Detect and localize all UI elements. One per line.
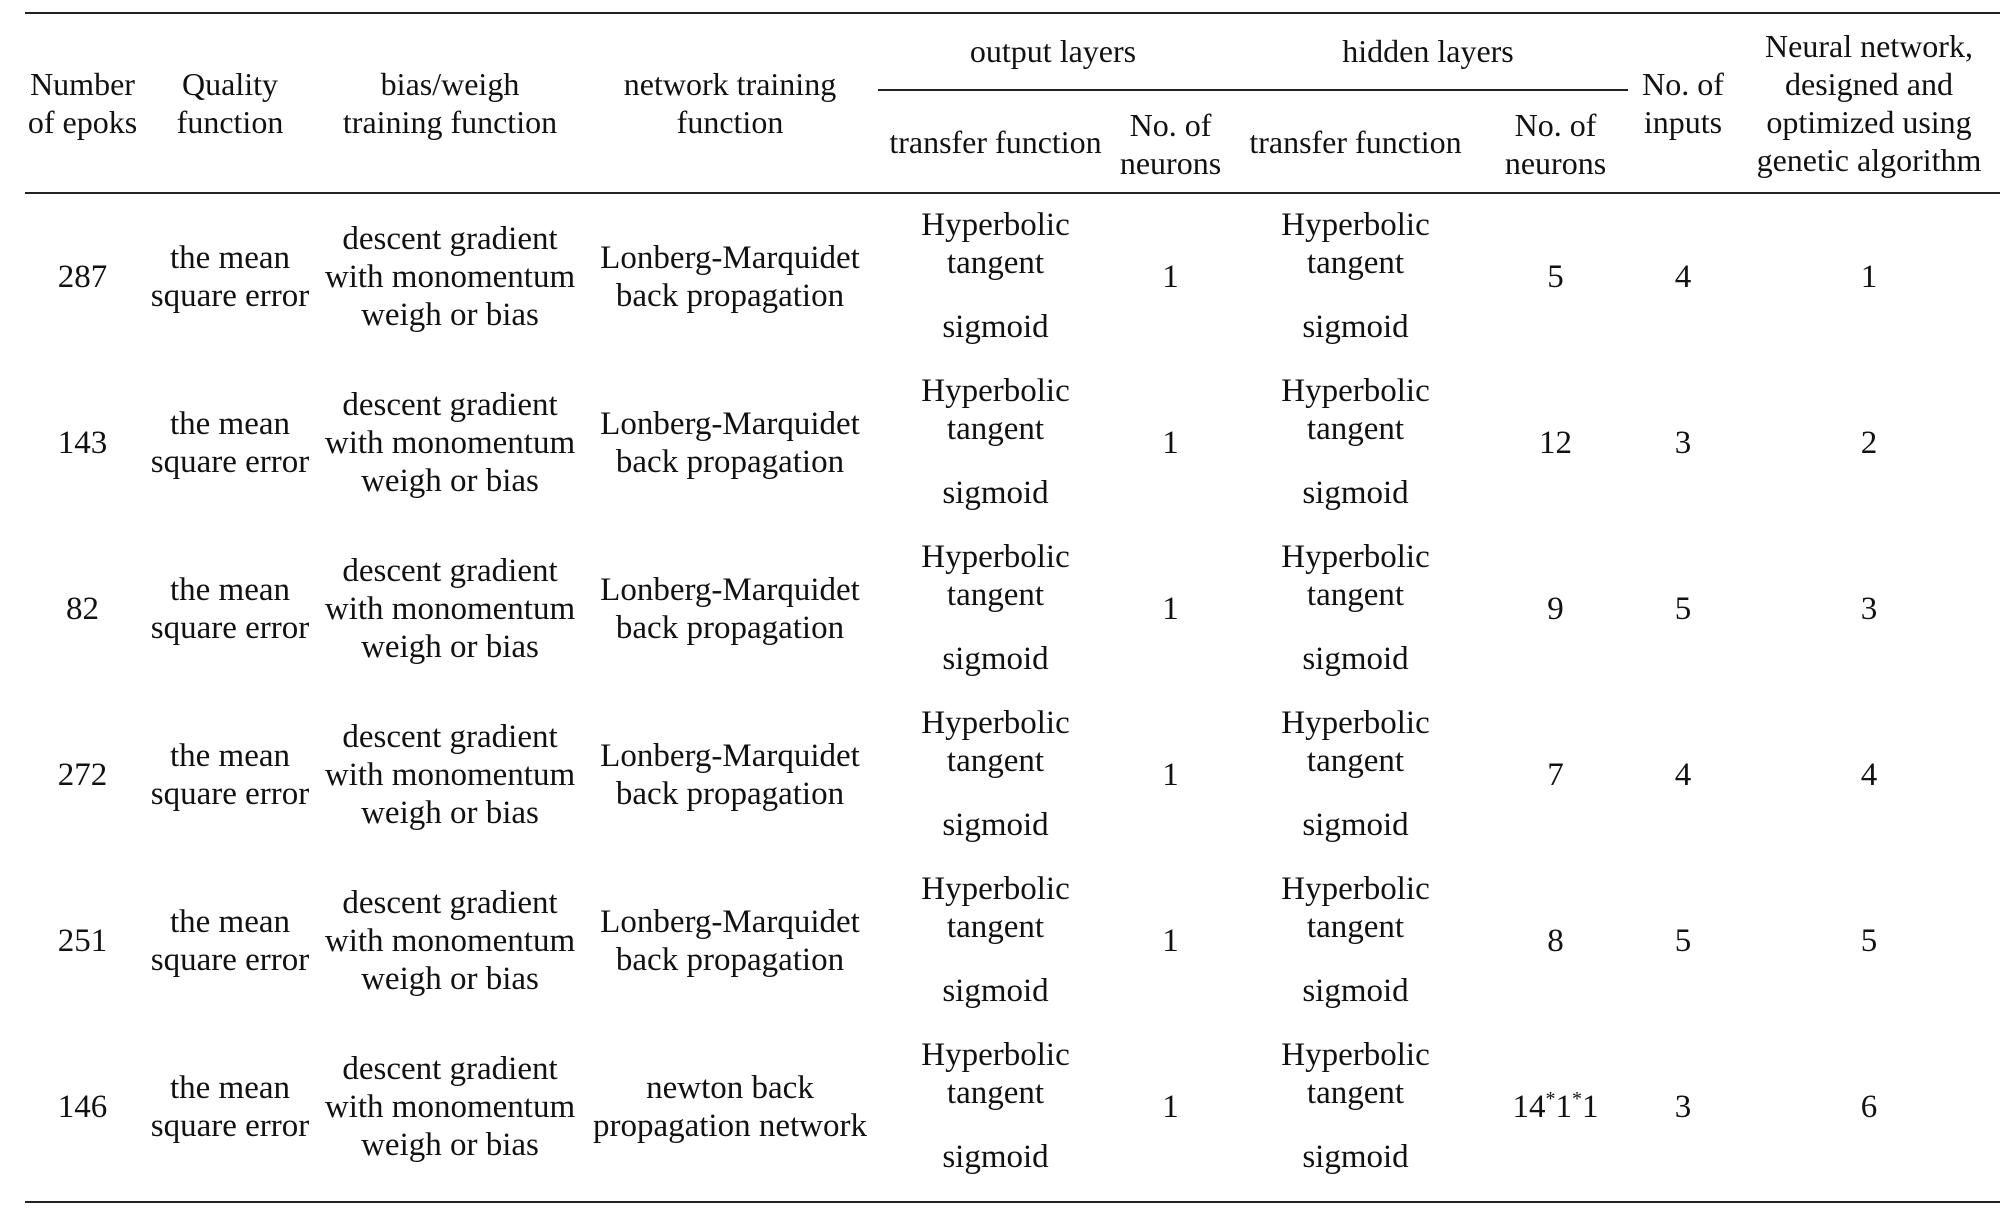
header-output-layers: output layers	[969, 33, 1137, 69]
header-output-transfer: transfer function	[889, 124, 1102, 160]
cell-lines	[600, 239, 860, 315]
cell-line: weigh or bias	[361, 1127, 539, 1163]
cell-line: the mean	[169, 240, 291, 276]
cell-line: square error	[150, 776, 310, 812]
cell-lines	[151, 405, 310, 481]
cell-line: square error	[150, 278, 310, 314]
cell-lines	[593, 1069, 867, 1145]
cell-line: Hyperbolic	[921, 871, 1070, 907]
cell-output-transfer	[878, 704, 1113, 844]
table-bottom-rule	[25, 1201, 2000, 1203]
cell-line: Hyperbolic	[1281, 1037, 1430, 1073]
cell-line: weigh or bias	[361, 795, 539, 831]
cell-line: square error	[150, 444, 310, 480]
cell-output-transfer	[878, 538, 1113, 678]
header-network-line: designed and	[1785, 66, 1953, 102]
header-network	[1738, 14, 2000, 192]
cell-lines	[600, 405, 860, 481]
cell-line: descent gradient	[342, 221, 558, 257]
cell-epochs: 143	[57, 425, 108, 461]
header-quality-line: function	[176, 104, 284, 140]
cell-line: sigmoid	[942, 973, 1049, 1009]
cell-quality	[145, 692, 315, 858]
header-training-function	[585, 14, 875, 192]
cell-line: tangent	[1306, 743, 1405, 779]
cell-inputs: 5	[1674, 591, 1692, 627]
header-training-line: function	[676, 104, 784, 140]
cell-line: Hyperbolic	[921, 1037, 1070, 1073]
cell-training	[585, 1024, 875, 1190]
cell-hidden-transfer	[1228, 1036, 1483, 1176]
cell-line: Hyperbolic	[1281, 539, 1430, 575]
cell-line: Lonberg-Marquidet	[600, 572, 860, 608]
cell-lines	[325, 884, 575, 998]
cell-line: tangent	[1306, 411, 1405, 447]
cell-output-transfer	[878, 206, 1113, 346]
cell-value-part: 1	[1555, 1089, 1572, 1125]
cell-line: sigmoid	[942, 807, 1049, 843]
cell-line: sigmoid	[1302, 641, 1409, 677]
cell-lines	[325, 220, 575, 334]
cell-lines	[151, 1069, 310, 1145]
cell-network: 1	[1860, 259, 1878, 295]
cell-epochs: 146	[57, 1089, 108, 1125]
cell-line: with monomentum	[324, 757, 576, 793]
cell-line: descent gradient	[342, 719, 558, 755]
header-quality-function	[145, 14, 315, 192]
cell-hid-n: 9	[1547, 591, 1564, 627]
cell-quality	[145, 194, 315, 360]
cell-line: the mean	[169, 904, 291, 940]
cell-line: sigmoid	[1302, 807, 1409, 843]
header-hidden-transfer: transfer function	[1249, 124, 1462, 160]
cell-out-n: 1	[1162, 425, 1179, 461]
header-network-line: optimized using	[1766, 104, 1972, 140]
header-output-neurons	[1113, 96, 1228, 192]
cell-inputs: 4	[1674, 259, 1692, 295]
cell-line: back propagation	[615, 776, 845, 812]
cell-lines	[151, 239, 310, 315]
cell-hidden-transfer	[1228, 870, 1483, 1010]
cell-line: Lonberg-Marquidet	[600, 738, 860, 774]
cell-line: Lonberg-Marquidet	[600, 240, 860, 276]
cell-inputs: 4	[1674, 757, 1692, 793]
cell-training	[585, 194, 875, 360]
cell-network: 5	[1860, 923, 1878, 959]
cell-out-n: 1	[1162, 259, 1179, 295]
cell-line: Hyperbolic	[1281, 871, 1430, 907]
cell-quality	[145, 360, 315, 526]
cell-line: back propagation	[615, 942, 845, 978]
cell-inputs: 5	[1674, 923, 1692, 959]
cell-line: Hyperbolic	[921, 373, 1070, 409]
cell-line: back propagation	[615, 444, 845, 480]
cell-bias	[315, 1024, 585, 1190]
cell-line: sigmoid	[1302, 1139, 1409, 1175]
cell-line: tangent	[946, 743, 1045, 779]
cell-lines	[600, 737, 860, 813]
header-bias-line: training function	[342, 104, 558, 140]
cell-bias	[315, 360, 585, 526]
cell-line: Lonberg-Marquidet	[600, 406, 860, 442]
cell-lines	[151, 903, 310, 979]
superscript-mark: *	[1572, 1088, 1582, 1110]
cell-bias	[315, 858, 585, 1024]
cell-value-part: 14	[1512, 1089, 1546, 1125]
cell-line: descent gradient	[342, 553, 558, 589]
header-inputs-line: No. of	[1642, 66, 1724, 102]
cell-line: tangent	[1306, 245, 1405, 281]
cell-hidden-transfer	[1228, 206, 1483, 346]
cell-hid-n: 8	[1547, 923, 1564, 959]
cell-training	[585, 360, 875, 526]
cell-line: tangent	[1306, 577, 1405, 613]
cell-lines	[151, 571, 310, 647]
cell-line: tangent	[946, 577, 1045, 613]
cell-inputs: 3	[1674, 1089, 1692, 1125]
cell-line: weigh or bias	[361, 297, 539, 333]
cell-lines	[151, 737, 310, 813]
header-epochs-line: of epoks	[27, 104, 138, 140]
cell-line: sigmoid	[942, 309, 1049, 345]
cell-line: sigmoid	[1302, 475, 1409, 511]
cell-bias	[315, 526, 585, 692]
cell-line: tangent	[1306, 1075, 1405, 1111]
cell-hidden-transfer	[1228, 704, 1483, 844]
cell-line: with monomentum	[324, 259, 576, 295]
header-network-line: Neural network,	[1765, 28, 1973, 64]
cell-line: Hyperbolic	[1281, 705, 1430, 741]
cell-line: sigmoid	[1302, 973, 1409, 1009]
cell-lines	[325, 718, 575, 832]
cell-network: 2	[1860, 425, 1878, 461]
cell-network: 3	[1860, 591, 1878, 627]
cell-line: propagation network	[592, 1108, 867, 1144]
cell-line: with monomentum	[324, 425, 576, 461]
cell-inputs: 3	[1674, 425, 1692, 461]
cell-lines	[325, 1050, 575, 1164]
cell-value	[1513, 1088, 1599, 1126]
cell-line: sigmoid	[942, 1139, 1049, 1175]
cell-output-transfer	[878, 1036, 1113, 1176]
cell-network: 4	[1860, 757, 1878, 793]
header-hidden-neurons-line: No. of	[1514, 107, 1597, 143]
cell-line: tangent	[946, 411, 1045, 447]
cell-hid-n: 5	[1547, 259, 1564, 295]
cell-line: with monomentum	[324, 923, 576, 959]
cell-out-n: 1	[1162, 757, 1179, 793]
header-hidden-neurons-line: neurons	[1504, 145, 1607, 181]
cell-quality	[145, 526, 315, 692]
cell-line: weigh or bias	[361, 629, 539, 665]
cell-training	[585, 526, 875, 692]
cell-line: tangent	[946, 1075, 1045, 1111]
cell-line: the mean	[169, 572, 291, 608]
cell-line: tangent	[946, 245, 1045, 281]
header-quality-line: Quality	[182, 66, 278, 102]
cell-epochs: 272	[57, 757, 108, 793]
cell-output-transfer	[878, 870, 1113, 1010]
cell-line: Hyperbolic	[1281, 373, 1430, 409]
cell-network: 6	[1860, 1089, 1878, 1125]
cell-epochs: 82	[66, 591, 99, 627]
cell-lines	[325, 552, 575, 666]
cell-hid-n	[1483, 1024, 1628, 1190]
cell-line: square error	[150, 1108, 310, 1144]
layers-group-rule	[878, 89, 1628, 91]
cell-value-part: 1	[1582, 1089, 1599, 1125]
cell-line: sigmoid	[942, 641, 1049, 677]
header-epochs	[20, 14, 145, 192]
cell-line: descent gradient	[342, 885, 558, 921]
cell-line: tangent	[1306, 909, 1405, 945]
cell-line: Hyperbolic	[1281, 207, 1430, 243]
cell-line: with monomentum	[324, 1089, 576, 1125]
cell-hid-n: 12	[1539, 425, 1572, 461]
cell-line: Hyperbolic	[921, 705, 1070, 741]
cell-line: the mean	[169, 406, 291, 442]
header-bias-line: bias/weigh	[380, 66, 520, 102]
header-hidden-layers: hidden layers	[1342, 33, 1514, 69]
header-output-neurons-line: neurons	[1119, 145, 1222, 181]
cell-line: Hyperbolic	[921, 539, 1070, 575]
cell-line: sigmoid	[1302, 309, 1409, 345]
cell-line: weigh or bias	[361, 463, 539, 499]
cell-out-n: 1	[1162, 923, 1179, 959]
cell-training	[585, 858, 875, 1024]
header-bias-function	[315, 14, 585, 192]
cell-lines	[600, 903, 860, 979]
cell-line: with monomentum	[324, 591, 576, 627]
cell-line: back propagation	[615, 278, 845, 314]
cell-hidden-transfer	[1228, 372, 1483, 512]
cell-lines	[325, 386, 575, 500]
cell-out-n: 1	[1162, 1089, 1179, 1125]
cell-lines	[600, 571, 860, 647]
cell-output-transfer	[878, 372, 1113, 512]
header-training-line: network training	[623, 66, 837, 102]
cell-training	[585, 692, 875, 858]
header-epochs-line: Number	[30, 66, 135, 102]
cell-bias	[315, 194, 585, 360]
cell-line: descent gradient	[342, 1051, 558, 1087]
cell-line: the mean	[169, 1070, 291, 1106]
cell-quality	[145, 1024, 315, 1190]
cell-out-n: 1	[1162, 591, 1179, 627]
cell-hid-n: 7	[1547, 757, 1564, 793]
cell-line: newton back	[646, 1070, 814, 1106]
header-network-line: genetic algorithm	[1756, 142, 1982, 178]
cell-quality	[145, 858, 315, 1024]
cell-line: Hyperbolic	[921, 207, 1070, 243]
cell-line: tangent	[946, 909, 1045, 945]
cell-line: square error	[150, 610, 310, 646]
cell-line: sigmoid	[942, 475, 1049, 511]
header-hidden-neurons	[1483, 96, 1628, 192]
cell-line: the mean	[169, 738, 291, 774]
cell-line: square error	[150, 942, 310, 978]
cell-line: weigh or bias	[361, 961, 539, 997]
cell-epochs: 287	[57, 259, 108, 295]
cell-line: descent gradient	[342, 387, 558, 423]
cell-line: back propagation	[615, 610, 845, 646]
cell-epochs: 251	[57, 923, 108, 959]
cell-hidden-transfer	[1228, 538, 1483, 678]
cell-bias	[315, 692, 585, 858]
header-output-neurons-line: No. of	[1129, 107, 1212, 143]
cell-line: Lonberg-Marquidet	[600, 904, 860, 940]
header-inputs	[1628, 14, 1738, 192]
superscript-mark: *	[1545, 1088, 1556, 1110]
header-inputs-line: inputs	[1643, 104, 1723, 140]
